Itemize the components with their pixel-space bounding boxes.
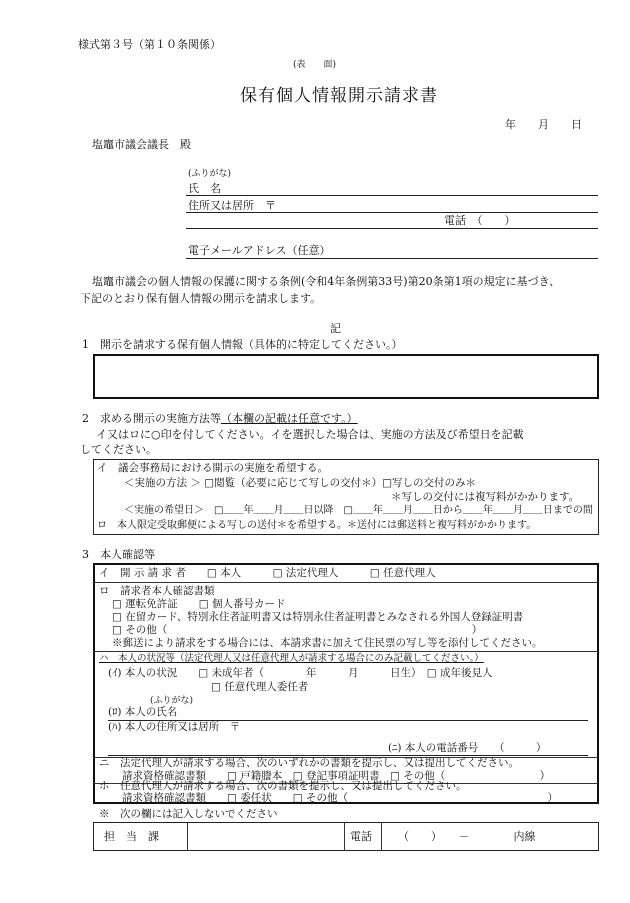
option-ro-label[interactable]: ロ 本人限定受取郵便による写しの送付＊を希望する。＊送付には郵送料と複写料がかかります。 xyxy=(97,520,537,531)
principal-address-field[interactable] xyxy=(108,755,588,756)
name-field[interactable] xyxy=(186,195,598,196)
office-use-note: ※ 次の欄には記入しないでください xyxy=(99,808,278,820)
principal-phone-label: (ﾆ) 本人の電話番号 （ ） xyxy=(388,742,547,754)
principal-furigana-label: (ふりがな) xyxy=(150,696,194,706)
section2-heading xyxy=(82,412,358,426)
method-note: ＊写しの交付には複写料がかかります。 xyxy=(391,491,580,503)
id-doc-line1[interactable]: □ 運転免許証 □ 個人番号カード xyxy=(112,598,286,610)
principal-address-label: (ﾊ) 本人の住所又は居所 〒 xyxy=(108,721,241,733)
ki-label: 記 xyxy=(330,322,341,335)
agent-note: ホ 任意代理人が請求する場合、次の書類を提示し、又は提出してください。 xyxy=(99,780,467,792)
section1-heading: 1 開示を請求する保有個人情報（具体的に特定してください。） xyxy=(82,338,403,351)
date-preference[interactable]: ＜実施の希望日＞ □＿＿年＿＿月＿＿日以降 □＿＿年＿＿月＿＿日から＿＿年＿＿月＿＿日までの間 xyxy=(124,505,593,516)
section2-heading-text: 2 求める開示の実施方法等 xyxy=(82,412,221,425)
page-side-label: (表 面) xyxy=(293,60,337,70)
address-label: 住所又は居所 〒 xyxy=(188,199,276,212)
principal-status-heading-text: ハ 本人の状況等（法定代理人又は任意代理人が請求する場合にのみ記載してください。） xyxy=(99,653,484,664)
method-choice[interactable]: ＜実施の方法 ＞ □閲覧（必要に応じて写しの交付＊）□写しの交付のみ＊ xyxy=(124,477,477,489)
id-doc-other[interactable]: □ その他（ ） xyxy=(112,624,483,636)
address-field-line2[interactable] xyxy=(186,228,598,229)
requester-type[interactable]: イ 開 示 請 求 者 □ 本人 □ 法定代理人 □ 任意代理人 xyxy=(99,567,436,579)
section2-note-line1: イ又はロに○印を付してください。イを選択した場合は、実施の方法及び希望日を記載 xyxy=(96,428,524,441)
divider xyxy=(187,822,188,851)
id-doc-heading: ロ 請求者本人確認書類 xyxy=(99,585,215,597)
option-i-label[interactable]: イ 議会事務局における開示の実施を希望する。 xyxy=(97,462,328,474)
principal-name-label: (ﾛ) 本人の氏名 xyxy=(108,706,178,718)
addressee: 塩竈市議会議長 殿 xyxy=(92,138,191,151)
agent-docs[interactable]: 請求資格確認書類 □ 委任状 □ その他（ ） xyxy=(122,792,559,804)
email-field[interactable] xyxy=(186,258,598,259)
legal-rep-docs[interactable]: 請求資格確認書類 □ 戸籍謄本 □ 登記事項証明書 □ その他（ ） xyxy=(122,770,551,782)
email-label: 電子メールアドレス（任意） xyxy=(188,244,331,257)
date-line: 年 月 日 xyxy=(505,118,582,131)
intro-line2: 下記のとおり保有個人情報の開示を請求します。 xyxy=(80,292,322,305)
office-tel-label: 電話 xyxy=(350,830,372,843)
intro-line1: 塩竈市議会の個人情報の保護に関する条例(令和4年条例第33号)第20条第1項の規定に基づき、 xyxy=(92,275,561,288)
furigana-label: (ふりがな) xyxy=(188,169,232,179)
principal-delegator[interactable]: □ 任意代理人委任者 xyxy=(211,681,309,693)
legal-rep-note: ニ 法定代理人が請求する場合、次のいずれかの書類を提示し、又は提出してください。 xyxy=(99,757,519,769)
requested-info-field[interactable] xyxy=(93,354,599,399)
divider xyxy=(94,651,598,652)
section2-optional-note: （本欄の記載は任意です。） xyxy=(221,412,358,425)
office-tel-value: （ ） － 内線 xyxy=(398,830,536,843)
section2-note-line2: してください。 xyxy=(80,443,157,456)
mail-note: ※郵送により請求をする場合には、本請求書に加えて住民票の写し等を添付してください。 xyxy=(112,637,543,649)
principal-status[interactable]: (ｲ) 本人の状況 □ 未成年者（ 年 月 日生） □ 成年後見人 xyxy=(108,667,493,679)
id-doc-line2[interactable]: □ 在留カード、特別永住者証明書又は特別永住者証明書とみなされる外国人登録証明書 xyxy=(112,611,524,623)
divider xyxy=(94,582,598,583)
tanto-label: 担 当 課 xyxy=(104,830,159,843)
principal-status-heading xyxy=(99,653,484,665)
name-label: 氏 名 xyxy=(188,182,221,195)
section3-heading: 3 本人確認等 xyxy=(82,548,155,561)
divider xyxy=(381,822,382,851)
page-title: 保有個人情報開示請求書 xyxy=(240,86,438,106)
form-number: 様式第３号（第１０条関係） xyxy=(78,38,221,51)
divider xyxy=(344,822,345,851)
address-field-line1[interactable] xyxy=(186,212,598,213)
phone-label: 電話 （ ） xyxy=(444,214,516,227)
